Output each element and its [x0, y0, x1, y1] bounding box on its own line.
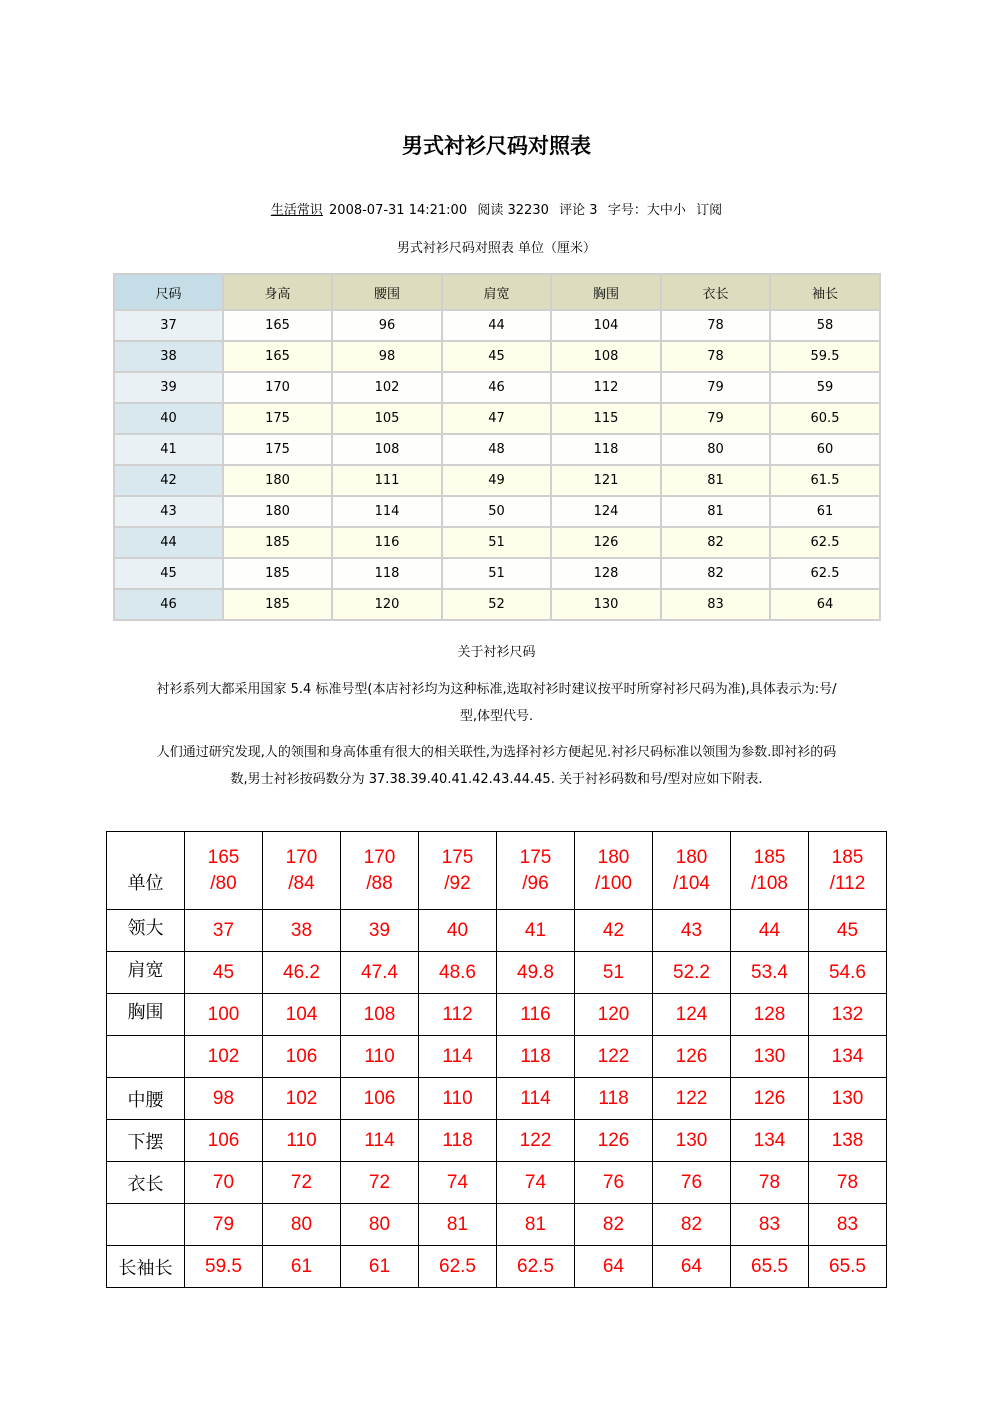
value-cell: 50 [442, 496, 551, 527]
value-cell: 78 [809, 1162, 887, 1204]
size-cell: 37 [114, 310, 223, 341]
value-cell: 52 [442, 589, 551, 620]
read-count: 阅读 32230 [477, 203, 549, 218]
table-row [114, 434, 880, 465]
value-cell: 114 [419, 1036, 497, 1078]
size-type-header [263, 832, 341, 910]
value-cell: 124 [653, 994, 731, 1036]
paragraph-standard: 衬衫系列大都采用国家 5.4 标准号型(本店衬衫均为这种标准,选取衬衫时建议按平时所穿衬衫尺码为准),具体表示为:号/型,体型代号. [156, 682, 837, 724]
value-cell: 108 [551, 341, 661, 372]
chest-type-value: /104 [673, 872, 710, 894]
section-caption: 关于衬衫尺码 [457, 645, 536, 660]
size-cell: 42 [114, 465, 223, 496]
value-cell: 124 [551, 496, 661, 527]
column-header: 胸围 [551, 274, 661, 310]
value-cell: 185 [223, 527, 332, 558]
value-cell: 165 [223, 341, 332, 372]
value-cell: 61 [263, 1246, 341, 1288]
value-cell: 81 [661, 465, 770, 496]
size-cell: 46 [114, 589, 223, 620]
table-row [114, 589, 880, 620]
value-cell: 47 [442, 403, 551, 434]
value-cell: 61 [341, 1246, 419, 1288]
table-row [114, 496, 880, 527]
value-cell: 132 [809, 994, 887, 1036]
size-cell: 39 [114, 372, 223, 403]
column-header: 身高 [223, 274, 332, 310]
row-label [107, 1036, 185, 1078]
value-cell: 100 [185, 994, 263, 1036]
value-cell: 105 [332, 403, 442, 434]
value-cell: 45 [809, 910, 887, 952]
value-cell: 37 [185, 910, 263, 952]
value-cell: 180 [223, 496, 332, 527]
value-cell: 122 [575, 1036, 653, 1078]
chest-type-value: /112 [829, 872, 866, 894]
chest-type-value: /92 [444, 872, 471, 894]
value-cell: 64 [770, 589, 880, 620]
table-row [114, 341, 880, 372]
value-cell: 114 [497, 1078, 575, 1120]
value-cell: 102 [263, 1078, 341, 1120]
value-cell: 60 [770, 434, 880, 465]
value-cell: 114 [341, 1120, 419, 1162]
value-cell: 126 [575, 1120, 653, 1162]
value-cell: 118 [332, 558, 442, 589]
value-cell: 98 [185, 1078, 263, 1120]
value-cell: 110 [419, 1078, 497, 1120]
value-cell: 122 [653, 1078, 731, 1120]
value-cell: 185 [223, 589, 332, 620]
height-value: 170 [363, 846, 396, 868]
value-cell: 130 [551, 589, 661, 620]
value-cell: 41 [497, 910, 575, 952]
value-cell: 118 [575, 1078, 653, 1120]
row-label: 单位 [107, 832, 185, 910]
size-type-header [575, 832, 653, 910]
value-cell: 76 [575, 1162, 653, 1204]
value-cell: 45 [442, 341, 551, 372]
size-type-header [653, 832, 731, 910]
value-cell: 59 [770, 372, 880, 403]
value-cell: 116 [497, 994, 575, 1036]
table-row [114, 465, 880, 496]
value-cell: 62.5 [497, 1246, 575, 1288]
value-cell: 58 [770, 310, 880, 341]
value-cell: 83 [731, 1204, 809, 1246]
table-row [107, 1120, 887, 1162]
value-cell: 83 [661, 589, 770, 620]
row-label: 胸围 [107, 994, 185, 1036]
value-cell: 122 [497, 1120, 575, 1162]
table-row [114, 527, 880, 558]
column-header: 衣长 [661, 274, 770, 310]
value-cell: 118 [551, 434, 661, 465]
value-cell: 104 [551, 310, 661, 341]
table-row [107, 1078, 887, 1120]
value-cell: 108 [332, 434, 442, 465]
value-cell: 48 [442, 434, 551, 465]
value-cell: 82 [661, 558, 770, 589]
value-cell: 39 [341, 910, 419, 952]
publish-datetime: 2008-07-31 14:21:00 [329, 203, 468, 218]
value-cell: 65.5 [731, 1246, 809, 1288]
table-row [114, 372, 880, 403]
value-cell: 74 [497, 1162, 575, 1204]
size-cell: 41 [114, 434, 223, 465]
value-cell: 62.5 [419, 1246, 497, 1288]
table-row [114, 558, 880, 589]
row-label: 领大 [107, 910, 185, 952]
category-link[interactable]: 生活常识 [270, 203, 323, 218]
value-cell: 62.5 [770, 558, 880, 589]
column-header: 腰围 [332, 274, 442, 310]
value-cell: 38 [263, 910, 341, 952]
value-cell: 118 [497, 1036, 575, 1078]
chest-type-value: /96 [522, 872, 549, 894]
row-label: 中腰 [107, 1078, 185, 1120]
value-cell: 47.4 [341, 952, 419, 994]
table-header-row [107, 832, 887, 910]
table-row [114, 403, 880, 434]
value-cell: 112 [551, 372, 661, 403]
row-label: 肩宽 [107, 952, 185, 994]
height-value: 185 [831, 846, 864, 868]
value-cell: 61.5 [770, 465, 880, 496]
value-cell: 106 [341, 1078, 419, 1120]
height-value: 165 [207, 846, 240, 868]
value-cell: 134 [731, 1120, 809, 1162]
value-cell: 61 [770, 496, 880, 527]
value-cell: 64 [575, 1246, 653, 1288]
value-cell: 126 [551, 527, 661, 558]
value-cell: 54.6 [809, 952, 887, 994]
value-cell: 70 [185, 1162, 263, 1204]
height-value: 175 [519, 846, 552, 868]
chest-type-value: /80 [210, 872, 237, 894]
row-label: 长袖长 [107, 1246, 185, 1288]
value-cell: 170 [223, 372, 332, 403]
value-cell: 96 [332, 310, 442, 341]
value-cell: 102 [185, 1036, 263, 1078]
value-cell: 81 [661, 496, 770, 527]
subscribe-link[interactable]: 订阅 [696, 203, 723, 218]
row-label: 下摆 [107, 1120, 185, 1162]
value-cell: 175 [223, 403, 332, 434]
table1-title: 男式衬衫尺码对照表 单位（厘米） [396, 241, 597, 256]
value-cell: 51 [575, 952, 653, 994]
value-cell: 45 [185, 952, 263, 994]
size-type-header [809, 832, 887, 910]
value-cell: 111 [332, 465, 442, 496]
value-cell: 43 [653, 910, 731, 952]
table-header-row [114, 274, 880, 310]
value-cell: 79 [661, 403, 770, 434]
value-cell: 80 [661, 434, 770, 465]
value-cell: 81 [497, 1204, 575, 1246]
row-label [107, 1204, 185, 1246]
value-cell: 74 [419, 1162, 497, 1204]
table-row [107, 1204, 887, 1246]
value-cell: 48.6 [419, 952, 497, 994]
height-value: 175 [441, 846, 474, 868]
value-cell: 134 [809, 1036, 887, 1078]
value-cell: 64 [653, 1246, 731, 1288]
font-size-selector[interactable]: 字号：大中小 [607, 203, 686, 218]
comment-count[interactable]: 评论 3 [559, 203, 598, 218]
value-cell: 165 [223, 310, 332, 341]
size-mapping-table [106, 831, 887, 1288]
value-cell: 98 [332, 341, 442, 372]
size-cell: 45 [114, 558, 223, 589]
chest-type-value: /100 [595, 872, 632, 894]
value-cell: 114 [332, 496, 442, 527]
column-header: 肩宽 [442, 274, 551, 310]
value-cell: 52.2 [653, 952, 731, 994]
value-cell: 78 [661, 310, 770, 341]
value-cell: 53.4 [731, 952, 809, 994]
table-row [114, 310, 880, 341]
size-cell: 44 [114, 527, 223, 558]
value-cell: 102 [332, 372, 442, 403]
value-cell: 185 [223, 558, 332, 589]
table-row [107, 1246, 887, 1288]
column-header: 袖长 [770, 274, 880, 310]
page-title: 男式衬衫尺码对照表 [402, 133, 591, 158]
value-cell: 40 [419, 910, 497, 952]
table-row [107, 1162, 887, 1204]
value-cell: 138 [809, 1120, 887, 1162]
value-cell: 78 [731, 1162, 809, 1204]
value-cell: 49.8 [497, 952, 575, 994]
size-cell: 38 [114, 341, 223, 372]
size-type-header [185, 832, 263, 910]
value-cell: 51 [442, 527, 551, 558]
value-cell: 126 [653, 1036, 731, 1078]
value-cell: 120 [332, 589, 442, 620]
size-type-header [341, 832, 419, 910]
size-type-header [731, 832, 809, 910]
value-cell: 82 [575, 1204, 653, 1246]
value-cell: 60.5 [770, 403, 880, 434]
height-value: 170 [285, 846, 318, 868]
value-cell: 128 [551, 558, 661, 589]
size-cell: 43 [114, 496, 223, 527]
chest-type-value: /88 [366, 872, 393, 894]
height-value: 180 [675, 846, 708, 868]
value-cell: 128 [731, 994, 809, 1036]
value-cell: 83 [809, 1204, 887, 1246]
row-label: 衣长 [107, 1162, 185, 1204]
value-cell: 108 [341, 994, 419, 1036]
value-cell: 121 [551, 465, 661, 496]
value-cell: 78 [661, 341, 770, 372]
chest-type-value: /108 [751, 872, 788, 894]
height-value: 185 [753, 846, 786, 868]
height-value: 180 [597, 846, 630, 868]
value-cell: 81 [419, 1204, 497, 1246]
value-cell: 51 [442, 558, 551, 589]
value-cell: 72 [263, 1162, 341, 1204]
value-cell: 106 [185, 1120, 263, 1162]
value-cell: 80 [341, 1204, 419, 1246]
paragraph-research: 人们通过研究发现,人的领围和身高体重有很大的相关联性,为选择衬衫方便起见.衬衫尺码标准以领围为参数.即衬衫的码数,男士衬衫按码数分为 37.38.39.40.41.42.43.44.45. 关于衬衫码数和号/型对应如下附表. [156, 745, 837, 787]
size-chart-table [113, 273, 881, 621]
value-cell: 82 [653, 1204, 731, 1246]
value-cell: 65.5 [809, 1246, 887, 1288]
table-row [107, 952, 887, 994]
value-cell: 180 [223, 465, 332, 496]
value-cell: 112 [419, 994, 497, 1036]
article-meta [0, 199, 993, 218]
size-type-header [419, 832, 497, 910]
value-cell: 115 [551, 403, 661, 434]
value-cell: 80 [263, 1204, 341, 1246]
value-cell: 44 [442, 310, 551, 341]
value-cell: 44 [731, 910, 809, 952]
value-cell: 79 [185, 1204, 263, 1246]
value-cell: 106 [263, 1036, 341, 1078]
size-cell: 40 [114, 403, 223, 434]
value-cell: 126 [731, 1078, 809, 1120]
value-cell: 175 [223, 434, 332, 465]
table-row [107, 910, 887, 952]
value-cell: 130 [731, 1036, 809, 1078]
value-cell: 62.5 [770, 527, 880, 558]
value-cell: 76 [653, 1162, 731, 1204]
value-cell: 59.5 [770, 341, 880, 372]
value-cell: 46 [442, 372, 551, 403]
value-cell: 59.5 [185, 1246, 263, 1288]
value-cell: 118 [419, 1120, 497, 1162]
column-header: 尺码 [114, 274, 223, 310]
value-cell: 130 [809, 1078, 887, 1120]
value-cell: 72 [341, 1162, 419, 1204]
value-cell: 46.2 [263, 952, 341, 994]
chest-type-value: /84 [288, 872, 315, 894]
size-type-header [497, 832, 575, 910]
table-row [107, 1036, 887, 1078]
value-cell: 79 [661, 372, 770, 403]
value-cell: 104 [263, 994, 341, 1036]
value-cell: 110 [341, 1036, 419, 1078]
value-cell: 116 [332, 527, 442, 558]
value-cell: 42 [575, 910, 653, 952]
value-cell: 82 [661, 527, 770, 558]
value-cell: 49 [442, 465, 551, 496]
value-cell: 110 [263, 1120, 341, 1162]
value-cell: 130 [653, 1120, 731, 1162]
value-cell: 120 [575, 994, 653, 1036]
table-row [107, 994, 887, 1036]
